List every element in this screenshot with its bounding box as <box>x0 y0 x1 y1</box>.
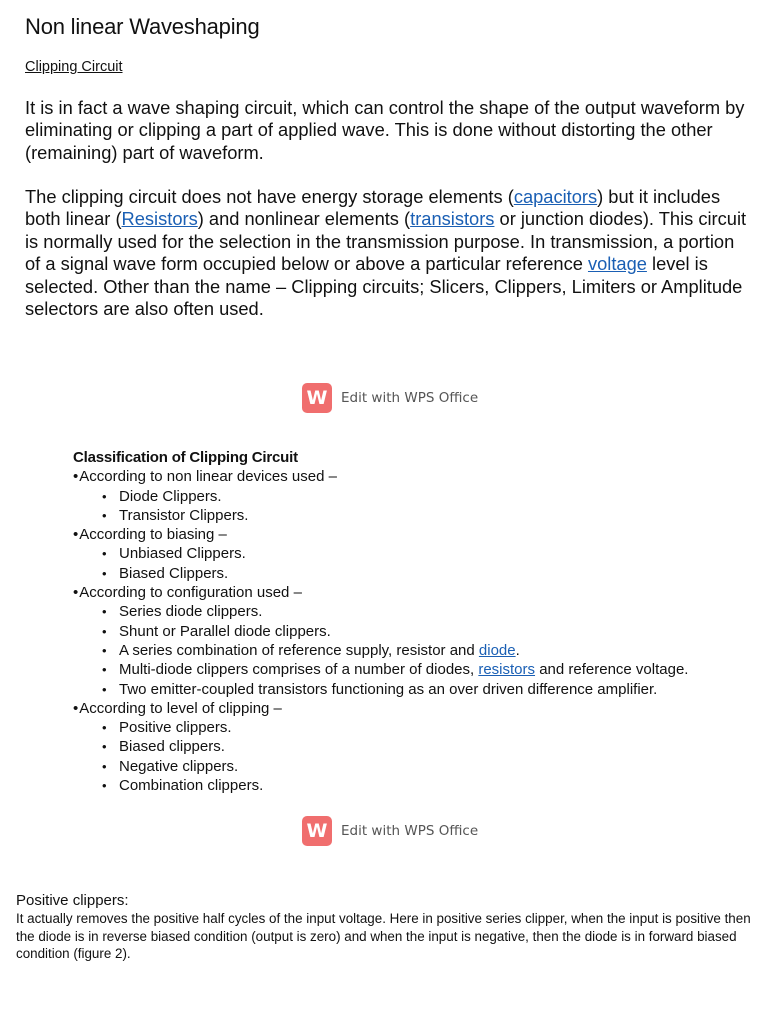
classification-title: Classification of Clipping Circuit <box>73 449 298 466</box>
classification-group <box>73 467 713 525</box>
list-item: • Biased Clippers. <box>119 564 713 583</box>
text-segment: ) but it includes both linear ( <box>25 186 721 230</box>
list-item-text: A series combination of reference supply, resistor and <box>119 641 479 659</box>
wps-office-logo-icon: W <box>302 383 332 413</box>
classification-item-list <box>73 544 713 583</box>
intro-paragraph: It is in fact a wave shaping circuit, which can control the shape of the output waveform by eliminating or clipping a part of applied wave. This is done without distorting the other (remaining) part of waveform. <box>25 97 745 163</box>
description-paragraph <box>25 186 750 320</box>
classification-groups <box>73 467 713 795</box>
link-transistors[interactable]: transistors <box>410 208 495 230</box>
text-segment: level is selected. Other than the name – Clipping circuits; Slicers, Clippers, Limiters or Amplitude selectors are also often used. <box>25 253 743 320</box>
list-item: • Shunt or Parallel diode clippers. <box>119 622 713 641</box>
classification-group-label: • According to non linear devices used – <box>73 467 713 486</box>
wps-watermark <box>302 382 478 414</box>
page-title: Non linear Waveshaping <box>25 14 260 39</box>
list-item: • Combination clippers. <box>119 776 713 795</box>
wps-watermark-label: Edit with WPS Office <box>341 823 479 839</box>
list-item: • Positive clippers. <box>119 718 713 737</box>
classification-group <box>73 699 713 795</box>
positive-clippers-body: It actually removes the positive half cycles of the input voltage. Here in positive series clipper, when the input is positive then the diode is in reverse biased condition (output is zero) and when the input is negative, then the diode is in forward biased condition (figure 2). <box>16 911 751 962</box>
list-item-text: . <box>515 641 520 659</box>
list-item-text: and reference voltage. <box>535 661 689 679</box>
section-heading: Clipping Circuit <box>25 59 123 75</box>
wps-watermark <box>302 815 478 847</box>
link-voltage[interactable]: voltage <box>587 253 647 275</box>
list-item: • Diode Clippers. <box>119 487 713 506</box>
text-segment: does not have energy storage elements ( <box>176 186 514 207</box>
bold-term: clipping circuit <box>61 186 177 207</box>
wps-office-logo-icon: W <box>302 816 332 846</box>
classification-item-list <box>73 602 713 698</box>
link-resistors[interactable]: resistors <box>478 661 536 679</box>
positive-clippers-title: Positive clippers: <box>16 892 129 909</box>
classification-group <box>73 583 713 699</box>
positive-clippers-section <box>16 891 751 963</box>
list-item: • Transistor Clippers. <box>119 506 713 525</box>
list-item <box>119 660 713 679</box>
list-item-text: Multi-diode clippers comprises of a number of diodes, <box>119 661 479 679</box>
list-item: • Biased clippers. <box>119 737 713 756</box>
text-segment: ) and nonlinear elements ( <box>197 208 411 230</box>
wps-watermark-label: Edit with WPS Office <box>341 390 479 406</box>
classification-group-label: • According to configuration used – <box>73 583 713 602</box>
link-capacitors[interactable]: capacitors <box>513 186 598 207</box>
classification-section <box>73 448 713 795</box>
classification-group-label: • According to level of clipping – <box>73 699 713 718</box>
classification-group <box>73 525 713 583</box>
link-diode[interactable]: diode <box>478 641 516 659</box>
list-item: • Unbiased Clippers. <box>119 544 713 563</box>
link-resistors[interactable]: Resistors <box>121 208 198 230</box>
list-item: • Two emitter-coupled transistors functioning as an over driven difference amplifier. <box>119 680 713 699</box>
text-segment: The <box>25 186 62 207</box>
classification-item-list <box>73 718 713 795</box>
list-item <box>119 641 713 660</box>
list-item: • Negative clippers. <box>119 757 713 776</box>
classification-group-label: • According to biasing – <box>73 525 713 544</box>
text-segment: or junction diodes). This circuit is normally used for the selection in the transmission purpose. In transmission, a portion of a signal wave form occupied below or above a particular reference <box>25 208 747 275</box>
classification-item-list <box>73 487 713 526</box>
list-item: • Series diode clippers. <box>119 602 713 621</box>
